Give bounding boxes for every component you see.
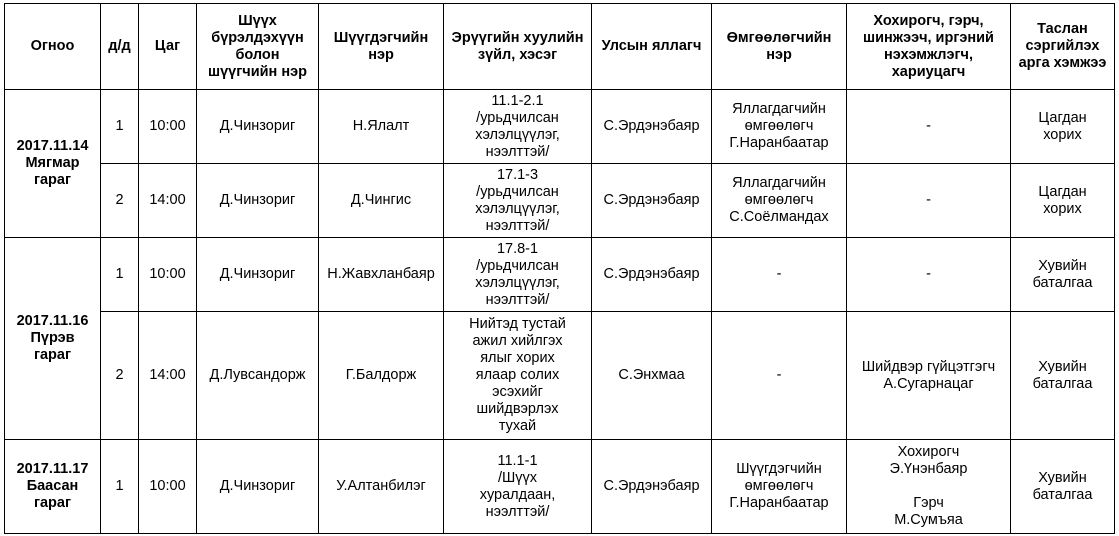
table-row — [5, 238, 1115, 312]
header-row — [5, 4, 1115, 90]
prosecutor-cell: С.Эрдэнэбаяр — [592, 90, 712, 164]
weekday-suffix: гараг — [33, 495, 72, 511]
prosecutor-cell: С.Энхмаа — [592, 312, 712, 440]
header-prosecutor: Улсын яллагч — [592, 4, 712, 90]
judge-cell: Д.Чинзориг — [197, 238, 319, 312]
weekday-suffix: гараг — [33, 172, 72, 188]
article-cell: Нийтэд тустай ажил хийлгэх ялыг хорих ялаар солих эсэхийг шийдвэрлэх тухай — [444, 312, 592, 440]
table-row — [5, 90, 1115, 164]
date-cell — [5, 90, 101, 238]
header-parties: Хохирогч, гэрч, шинжээч, иргэний нэхэмжлэгч, хариуцагч — [847, 4, 1011, 90]
time-cell: 10:00 — [139, 440, 197, 534]
defendant-cell: Д.Чингис — [319, 164, 444, 238]
header-measure: Таслан сэргийлэх арга хэмжээ — [1011, 4, 1115, 90]
time-cell: 14:00 — [139, 312, 197, 440]
judge-cell: Д.Чинзориг — [197, 164, 319, 238]
defendant-cell: Н.Жавхланбаяр — [319, 238, 444, 312]
weekday-text: Баасан — [26, 478, 79, 494]
header-date: Огноо — [5, 4, 101, 90]
measure-cell: Цагдан хорих — [1011, 90, 1115, 164]
measure-cell: Хувийн баталгаа — [1011, 440, 1115, 534]
weekday-text: Пүрэв — [30, 330, 75, 346]
table-row — [5, 164, 1115, 238]
parties-cell: Хохирогч Э.Үнэнбаяр Гэрч М.Сумъяа — [847, 440, 1011, 534]
measure-cell: Хувийн баталгаа — [1011, 238, 1115, 312]
date-cell — [5, 238, 101, 440]
row-number: 1 — [101, 238, 139, 312]
table-row — [5, 312, 1115, 440]
table-row — [5, 440, 1115, 534]
defendant-cell: Г.Балдорж — [319, 312, 444, 440]
row-number: 2 — [101, 312, 139, 440]
row-number: 1 — [101, 440, 139, 534]
defender-cell: Яллагдагчийн өмгөөлөгч С.Соёлмандах — [712, 164, 847, 238]
measure-cell: Цагдан хорих — [1011, 164, 1115, 238]
header-article: Эрүүгийн хуулийн зүйл, хэсэг — [444, 4, 592, 90]
judge-cell: Д.Чинзориг — [197, 90, 319, 164]
header-defender: Өмгөөлөгчийн нэр — [712, 4, 847, 90]
parties-cell: - — [847, 164, 1011, 238]
defender-cell: Яллагдагчийн өмгөөлөгч Г.Наранбаатар — [712, 90, 847, 164]
defender-cell: - — [712, 312, 847, 440]
judge-cell: Д.Чинзориг — [197, 440, 319, 534]
date-cell — [5, 440, 101, 534]
defendant-cell: У.Алтанбилэг — [319, 440, 444, 534]
article-cell: 17.8-1 /урьдчилсан хэлэлцүүлэг, нээлттэй/ — [444, 238, 592, 312]
judge-cell: Д.Лувсандорж — [197, 312, 319, 440]
date-text: 2017.11.17 — [16, 461, 89, 477]
article-cell: 17.1-3 /урьдчилсан хэлэлцүүлэг, нээлттэй/ — [444, 164, 592, 238]
defender-cell: - — [712, 238, 847, 312]
court-schedule-table — [4, 3, 1115, 534]
article-cell: 11.1-2.1 /урьдчилсан хэлэлцүүлэг, нээлттэй/ — [444, 90, 592, 164]
parties-cell: Шийдвэр гүйцэтгэгч А.Сугарнацаг — [847, 312, 1011, 440]
time-cell: 10:00 — [139, 90, 197, 164]
date-text: 2017.11.16 — [16, 313, 89, 329]
parties-cell: - — [847, 238, 1011, 312]
article-cell: 11.1-1 /Шүүх хуралдаан, нээлттэй/ — [444, 440, 592, 534]
header-time: Цаг — [139, 4, 197, 90]
defender-cell: Шүүгдэгчийн өмгөөлөгч Г.Наранбаатар — [712, 440, 847, 534]
measure-cell: Хувийн баталгаа — [1011, 312, 1115, 440]
prosecutor-cell: С.Эрдэнэбаяр — [592, 440, 712, 534]
header-judge: Шүүх бүрэлдэхүүн болон шүүгчийн нэр — [197, 4, 319, 90]
header-num: д/д — [101, 4, 139, 90]
date-text: 2017.11.14 — [16, 138, 89, 154]
parties-cell: - — [847, 90, 1011, 164]
prosecutor-cell: С.Эрдэнэбаяр — [592, 164, 712, 238]
row-number: 1 — [101, 90, 139, 164]
weekday-text: Мягмар — [25, 155, 80, 171]
time-cell: 10:00 — [139, 238, 197, 312]
time-cell: 14:00 — [139, 164, 197, 238]
header-defendant: Шүүгдэгчийн нэр — [319, 4, 444, 90]
defendant-cell: Н.Ялалт — [319, 90, 444, 164]
prosecutor-cell: С.Эрдэнэбаяр — [592, 238, 712, 312]
row-number: 2 — [101, 164, 139, 238]
weekday-suffix: гараг — [33, 347, 72, 363]
